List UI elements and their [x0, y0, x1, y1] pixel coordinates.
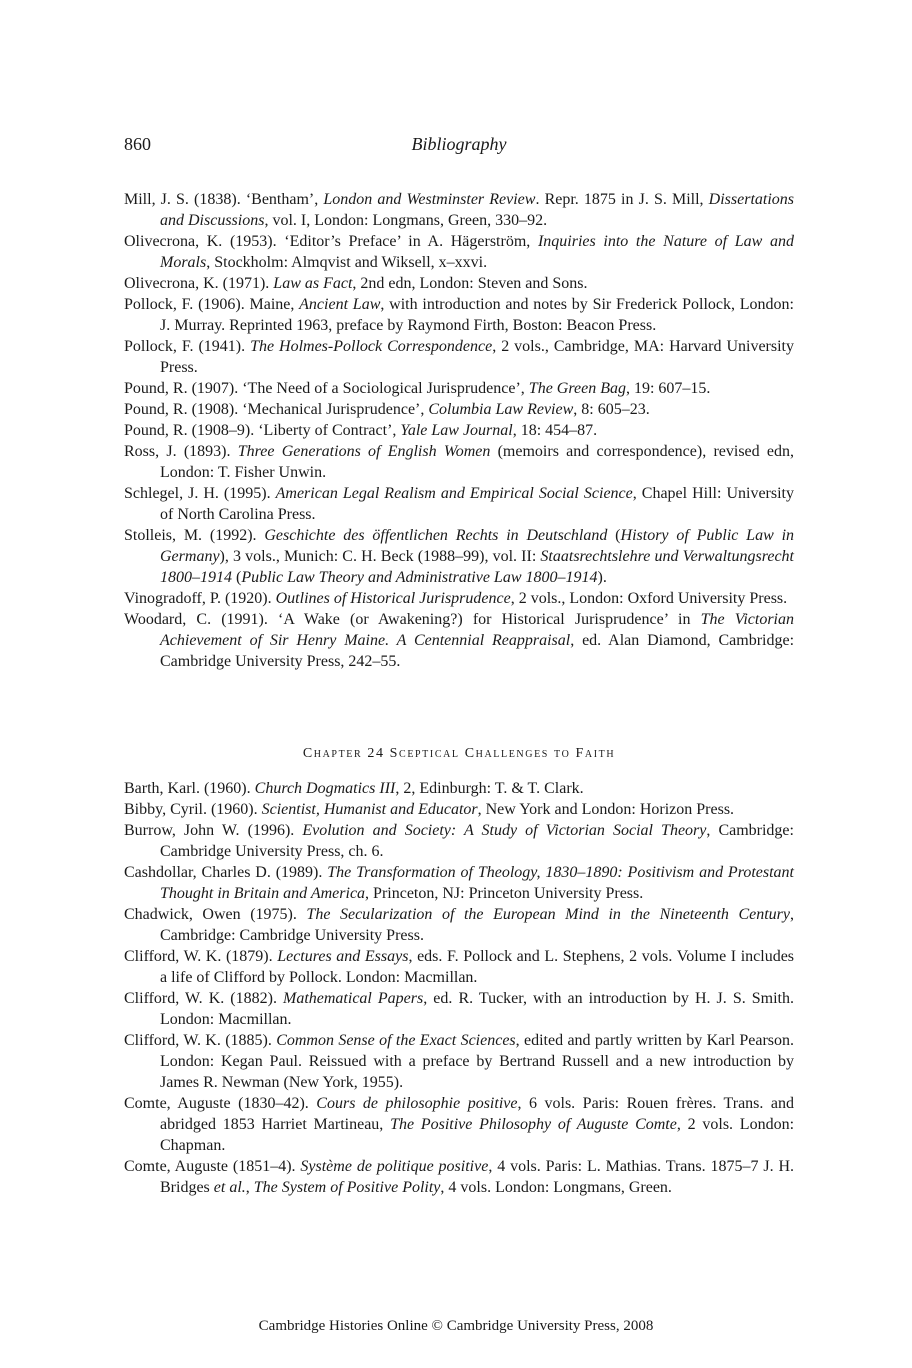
entry-text: , 18: 454–87. [512, 422, 598, 439]
entry-text: Schlegel, J. H. (1995). [124, 485, 276, 502]
entry-text: Stolleis, M. (1992). [124, 527, 265, 544]
bibliography-entry [124, 336, 794, 378]
bibliography-entry [124, 231, 794, 273]
entry-title-italic: Law as Fact [273, 275, 353, 292]
entry-text: Clifford, W. K. (1879). [124, 948, 278, 965]
entry-text: (memoirs and correspondence), revised edn, London: T. Fisher Unwin. [160, 443, 794, 481]
entry-title-italic: Mathematical Papers [283, 990, 424, 1007]
entry-text: Vinogradoff, P. (1920). [124, 590, 276, 607]
entry-text: Pollock, F. (1941). [124, 338, 251, 355]
entry-title-italic: The Secularization of the European Mind in the Nineteenth Century [306, 906, 791, 923]
entry-title-italic: Geschichte des öffentlichen Rechts in Deutschland [264, 527, 608, 544]
entry-text: , 4 vols. London: Longmans, Green. [440, 1179, 672, 1196]
entry-title-italic: The Holmes-Pollock Correspondence [250, 338, 493, 355]
entry-text: Cashdollar, Charles D. (1989). [124, 864, 328, 881]
bibliography-entry [124, 378, 794, 399]
entry-title-italic: Inquiries into the Nature of Law and Morals [160, 233, 794, 271]
bibliography-list-chapter24 [124, 778, 794, 1198]
entry-text: , ed. R. Tucker, with an introduction by H. J. S. Smith. London: Macmillan. [160, 990, 795, 1028]
entry-text: Chadwick, Owen (1975). [124, 906, 307, 923]
bibliography-entry [124, 862, 794, 904]
bibliography-entry [124, 1030, 794, 1093]
entry-text: , [245, 1179, 254, 1196]
entry-title-italic: The Victorian Achievement of Sir Henry Maine. A Centennial Reappraisal [160, 611, 795, 649]
bibliography-entry [124, 799, 794, 820]
entry-text: Comte, Auguste (1830–42). [124, 1095, 317, 1112]
entry-text: , 2 vols. London: Chapman. [160, 1116, 795, 1154]
entry-title-italic: The Green Bag [528, 380, 626, 397]
entry-text: , Stockholm: Almqvist and Wiksell, x–xxvi. [206, 254, 488, 271]
bibliography-entry [124, 420, 794, 441]
bibliography-entry [124, 1093, 794, 1156]
entry-title-italic: Columbia Law Review [428, 401, 574, 418]
entry-text: Pollock, F. (1906). Maine, [124, 296, 300, 313]
entry-title-italic: History of Public Law in Germany [160, 527, 795, 565]
entry-text: ), 3 vols., Munich: C. H. Beck (1988–99), vol. II: [219, 548, 541, 565]
bibliography-entry [124, 609, 794, 672]
entry-text: ( [607, 527, 621, 544]
entry-text: ( [232, 569, 242, 586]
entry-text: Olivecrona, K. (1953). ‘Editor’s Preface’ in A. Hägerström, [124, 233, 538, 250]
entry-text: Burrow, John W. (1996). [124, 822, 303, 839]
entry-title-italic: The System of Positive Polity [253, 1179, 441, 1196]
entry-text: Comte, Auguste (1851–4). [124, 1158, 301, 1175]
entry-title-italic: Dissertations and Discussions [160, 191, 795, 229]
entry-text: ). [597, 569, 607, 586]
entry-title-italic: Lectures and Essays [277, 948, 409, 965]
entry-text: . Repr. 1875 in J. S. Mill, [535, 191, 709, 208]
chapter-heading-text: Chapter 24 Sceptical Challenges to Faith [302, 746, 616, 761]
entry-text: Pound, R. (1908). ‘Mechanical Jurisprudence’, [124, 401, 429, 418]
entry-title-italic: London and Westminster Review [323, 191, 536, 208]
entry-text: , 8: 605–23. [573, 401, 650, 418]
entry-title-italic: Yale Law Journal [400, 422, 513, 439]
entry-text: , Princeton, NJ: Princeton University Press. [365, 885, 644, 902]
entry-text: , 6 vols. Paris: Rouen frères. Trans. and abridged 1853 Harriet Martineau, [160, 1095, 795, 1133]
page-number: 860 [124, 134, 151, 154]
entry-title-italic: The Positive Philosophy of Auguste Comte [390, 1116, 677, 1133]
bibliography-entry [124, 399, 794, 420]
entry-title-italic: Three Generations of English Women [237, 443, 491, 460]
entry-title-italic: et al. [213, 1179, 246, 1196]
entry-title-italic: Staatsrechtslehre und Verwaltungsrecht 1800–1914 [160, 548, 794, 586]
entry-title-italic: American Legal Realism and Empirical Social Science [275, 485, 633, 502]
entry-text: , 2, Edinburgh: T. & T. Clark. [395, 780, 584, 797]
entry-title-italic: Public Law Theory and Administrative Law 1800–1914 [241, 569, 598, 586]
entry-text: , Cambridge: Cambridge University Press, ch. 6. [160, 822, 794, 860]
entry-text: , 2 vols., London: Oxford University Press. [510, 590, 788, 607]
entry-text: Ross, J. (1893). [124, 443, 238, 460]
entry-text: Bibby, Cyril. (1960). [124, 801, 262, 818]
bibliography-entry [124, 273, 794, 294]
entry-text: Mill, J. S. (1838). ‘Bentham’, [124, 191, 324, 208]
copyright-footer: Cambridge Histories Online © Cambridge University Press, 2008 [258, 1318, 654, 1334]
bibliography-entry [124, 988, 794, 1030]
entry-title-italic: Scientist, Humanist and Educator [261, 801, 478, 818]
entry-text: , Cambridge: Cambridge University Press. [160, 906, 795, 944]
entry-text: Clifford, W. K. (1885). [124, 1032, 277, 1049]
bibliography-entry [124, 588, 794, 609]
entry-title-italic: Outlines of Historical Jurisprudence [275, 590, 511, 607]
bibliography-list-section1 [124, 189, 794, 672]
entry-title-italic: Evolution and Society: A Study of Victorian Social Theory [302, 822, 707, 839]
entry-text: , ed. Alan Diamond, Cambridge: Cambridge University Press, 242–55. [160, 632, 795, 670]
entry-text: Olivecrona, K. (1971). [124, 275, 274, 292]
entry-text: , eds. F. Pollock and L. Stephens, 2 vols. Volume I includes a life of Clifford by Pollock. London: Macmillan. [160, 948, 795, 986]
entry-text: , 2nd edn, London: Steven and Sons. [352, 275, 588, 292]
chapter-heading [124, 746, 794, 762]
running-title: Bibliography [411, 134, 507, 154]
entry-title-italic: Cours de philosophie positive [316, 1095, 518, 1112]
entry-text: Pound, R. (1907). ‘The Need of a Sociological Jurisprudence’, [124, 380, 529, 397]
entry-text: , edited and partly written by Karl Pearson. London: Kegan Paul. Reissued with a preface by Bertrand Russell and a new introduction by James R. Newman (New York, 1955). [160, 1032, 795, 1091]
entry-text: , 19: 607–15. [625, 380, 711, 397]
entry-text: , 2 vols., Cambridge, MA: Harvard University Press. [160, 338, 794, 376]
entry-title-italic: The Transformation of Theology, 1830–1890: Positivism and Protestant Thought in Britain and America [160, 864, 795, 902]
entry-text: Pound, R. (1908–9). ‘Liberty of Contract’, [124, 422, 401, 439]
bibliography-entry [124, 904, 794, 946]
bibliography-entry [124, 946, 794, 988]
running-head [124, 134, 794, 160]
bibliography-entry [124, 189, 794, 231]
bibliography-entry [124, 1156, 794, 1198]
bibliography-entry [124, 441, 794, 483]
entry-text: Barth, Karl. (1960). [124, 780, 255, 797]
entry-title-italic: Système de politique positive [300, 1158, 489, 1175]
entry-title-italic: Church Dogmatics III [254, 780, 396, 797]
entry-text: Clifford, W. K. (1882). [124, 990, 283, 1007]
entry-text: Woodard, C. (1991). ‘A Wake (or Awakening?) for Historical Jurisprudence’ in [124, 611, 701, 628]
bibliography-entry [124, 483, 794, 525]
entry-text: , Chapel Hill: University of North Carolina Press. [160, 485, 795, 523]
bibliography-entry [124, 294, 794, 336]
entry-text: , with introduction and notes by Sir Frederick Pollock, London: J. Murray. Reprinted 1963, preface by Raymond Firth, Boston: Beacon Press. [160, 296, 794, 334]
bibliography-entry [124, 525, 794, 588]
entry-text: , New York and London: Horizon Press. [477, 801, 735, 818]
entry-text: , vol. I, London: Longmans, Green, 330–92. [264, 212, 548, 229]
entry-title-italic: Ancient Law [299, 296, 381, 313]
entry-text: , 4 vols. Paris: L. Mathias. Trans. 1875–7 J. H. Bridges [160, 1158, 795, 1196]
entry-title-italic: Common Sense of the Exact Sciences [276, 1032, 516, 1049]
bibliography-entry [124, 820, 794, 862]
bibliography-entry [124, 778, 794, 799]
